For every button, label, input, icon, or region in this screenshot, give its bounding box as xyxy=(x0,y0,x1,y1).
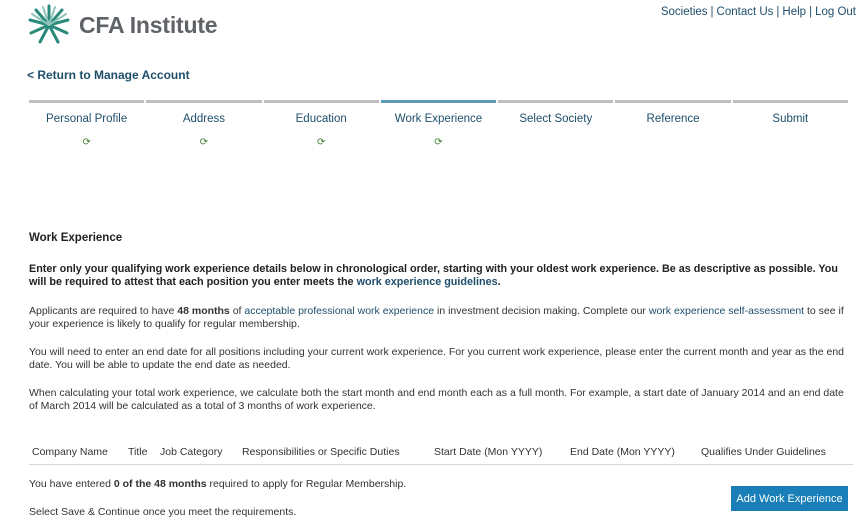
step-select-society[interactable] xyxy=(498,100,613,163)
step-submit[interactable] xyxy=(733,100,848,163)
contact-us-link[interactable]: Contact Us xyxy=(716,6,774,18)
text: You have entered xyxy=(29,478,114,490)
step-label: Select Society xyxy=(519,113,593,125)
log-out-link[interactable]: Log Out xyxy=(815,6,856,18)
intro-paragraph xyxy=(29,263,844,289)
application-steps xyxy=(29,100,848,163)
nav-separator: | xyxy=(776,6,780,18)
text: in investment decision making. Complete our xyxy=(434,305,649,317)
brand-name: CFA Institute xyxy=(79,11,218,38)
nav-separator: | xyxy=(809,6,813,18)
step-reference[interactable] xyxy=(615,100,730,163)
return-to-manage-account-link[interactable]: < Return to Manage Account xyxy=(27,68,190,82)
step-label: Education xyxy=(295,113,347,125)
required-months: 48 months xyxy=(177,305,230,317)
add-work-experience-button[interactable]: Add Work Experience xyxy=(731,486,848,511)
top-nav xyxy=(661,6,856,18)
column-responsibilities: Responsibilities or Specific Duties xyxy=(242,446,400,458)
step-label: Submit xyxy=(772,113,809,125)
step-label: Address xyxy=(182,113,226,125)
step-label: Personal Profile xyxy=(46,113,128,125)
completed-check-icon: ⟳ xyxy=(199,137,209,148)
cfa-logo[interactable] xyxy=(27,4,217,46)
completed-check-icon: ⟳ xyxy=(317,137,326,148)
column-end-date: End Date (Mon YYYY) xyxy=(570,446,675,458)
help-link[interactable]: Help xyxy=(782,6,807,18)
step-address[interactable] xyxy=(146,100,261,163)
step-personal-profile[interactable] xyxy=(29,100,144,163)
societies-link[interactable]: Societies xyxy=(660,6,708,18)
column-title: Title xyxy=(128,446,148,458)
intro-text: Enter only your qualifying work experience details below in chronological order, starting with your oldest work experience. Be as descriptive as possible. You will be required to attest that each position you enter meets the xyxy=(29,263,838,288)
step-label: Reference xyxy=(646,113,700,125)
text: of xyxy=(229,305,245,317)
text: to see if your experience is likely to qualify for regular membership. xyxy=(29,305,844,330)
months-entered-status xyxy=(29,478,406,490)
column-job-category: Job Category xyxy=(160,446,223,458)
text: Applicants are required to have xyxy=(29,305,178,317)
column-qualifies: Qualifies Under Guidelines xyxy=(701,446,826,458)
column-company-name: Company Name xyxy=(32,446,108,458)
calculation-paragraph: When calculating your total work experience, we calculate both the start month and end month each as a full month. For example, a start date of January 2014 and an end date of March 2014 will be calculated as a total of 3 months of work experience. xyxy=(29,387,844,412)
intro-end: . xyxy=(497,276,501,288)
end-date-paragraph: You will need to enter an end date for all positions including your current work experience. For you current work experience, please enter the current month and year as the end date. You will be able to update the end date as needed. xyxy=(29,346,844,371)
work-experience-guidelines-link[interactable]: work experience guidelines xyxy=(356,276,498,288)
section-title: Work Experience xyxy=(29,232,123,244)
work-experience-table-header xyxy=(29,446,853,465)
step-work-experience[interactable] xyxy=(381,100,496,163)
save-continue-note: Select Save & Continue once you meet the requirements. xyxy=(29,506,297,518)
months-entered-count: 0 of the 48 months xyxy=(113,478,207,490)
acceptable-work-experience-link[interactable]: acceptable professional work experience xyxy=(244,305,435,317)
nav-separator: | xyxy=(710,6,714,18)
requirements-paragraph xyxy=(29,305,844,331)
step-label: Work Experience xyxy=(394,113,483,125)
completed-check-icon: ⟳ xyxy=(434,137,443,148)
completed-check-icon: ⟳ xyxy=(82,137,91,148)
cfa-logo-icon xyxy=(27,4,71,46)
column-start-date: Start Date (Mon YYYY) xyxy=(434,446,543,458)
self-assessment-link[interactable]: work experience self-assessment xyxy=(648,305,805,317)
text: required to apply for Regular Membership. xyxy=(206,478,407,490)
step-education[interactable] xyxy=(264,100,379,163)
